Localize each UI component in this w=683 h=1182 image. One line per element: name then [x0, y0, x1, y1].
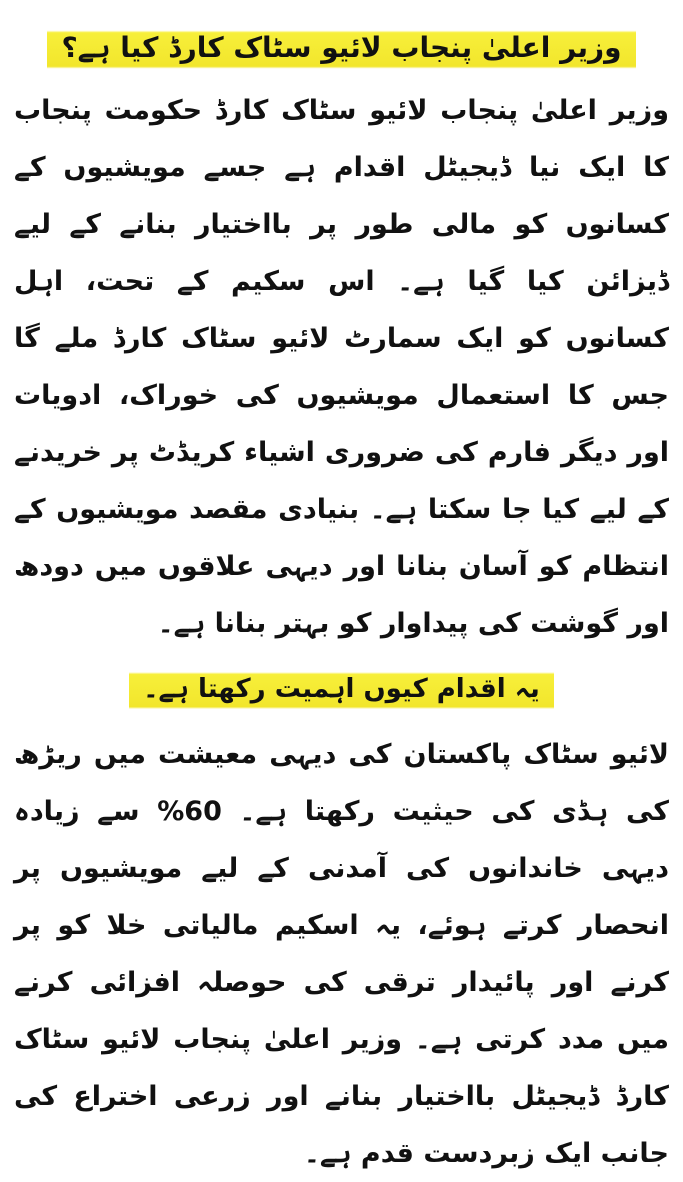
section-heading-what-is-card: وزیر اعلیٰ پنجاب لائیو سٹاک کارڈ کیا ہے؟: [47, 20, 635, 78]
heading-2-wrapper: [14, 652, 669, 724]
paragraph-card-description: وزیر اعلیٰ پنجاب لائیو سٹاک کارڈ حکومت پنجاب کا ایک نیا ڈیجیٹل اقدام ہے جسے مویشیوں کے کسانوں کو مالی طور پر بااختیار بنانے کے لیے ڈیزائن کیا گیا ہے۔ اس سکیم کے تحت، اہل کسانوں کو ایک سمارٹ لائیو سٹاک کارڈ ملے گا جس کا استعمال مویشیوں کی خوراک، ادویات اور دیگر فارم کی ضروری اشیاء کریڈٹ پر خریدنے کے لیے کیا جا سکتا ہے۔ بنیادی مقصد مویشیوں کے انتظام کو آسان بنانا اور دیہی علاقوں میں دودھ اور گوشت کی پیداوار کو بہتر بنانا ہے۔: [14, 95, 669, 639]
heading-1-wrapper: [14, 20, 669, 82]
paragraph-importance: لائیو سٹاک پاکستان کی دیہی معیشت میں ریڑھ کی ہڈی کی حیثیت رکھتا ہے۔ 60% سے زیادہ دیہی خاندانوں کی آمدنی کے لیے مویشیوں پر انحصار کرتے ہوئے، یہ اسکیم مالیاتی خلا کو پر کرنے اور پائیدار ترقی کی حوصلہ افزائی کرنے میں مدد کرتی ہے۔ وزیر اعلیٰ پنجاب لائیو سٹاک کارڈ ڈیجیٹل بااختیار بنانے اور زرعی اختراع کی جانب ایک زبردست قدم ہے۔: [14, 739, 669, 1169]
section-heading-why-important: یہ اقدام کیوں اہمیت رکھتا ہے۔: [129, 662, 553, 718]
